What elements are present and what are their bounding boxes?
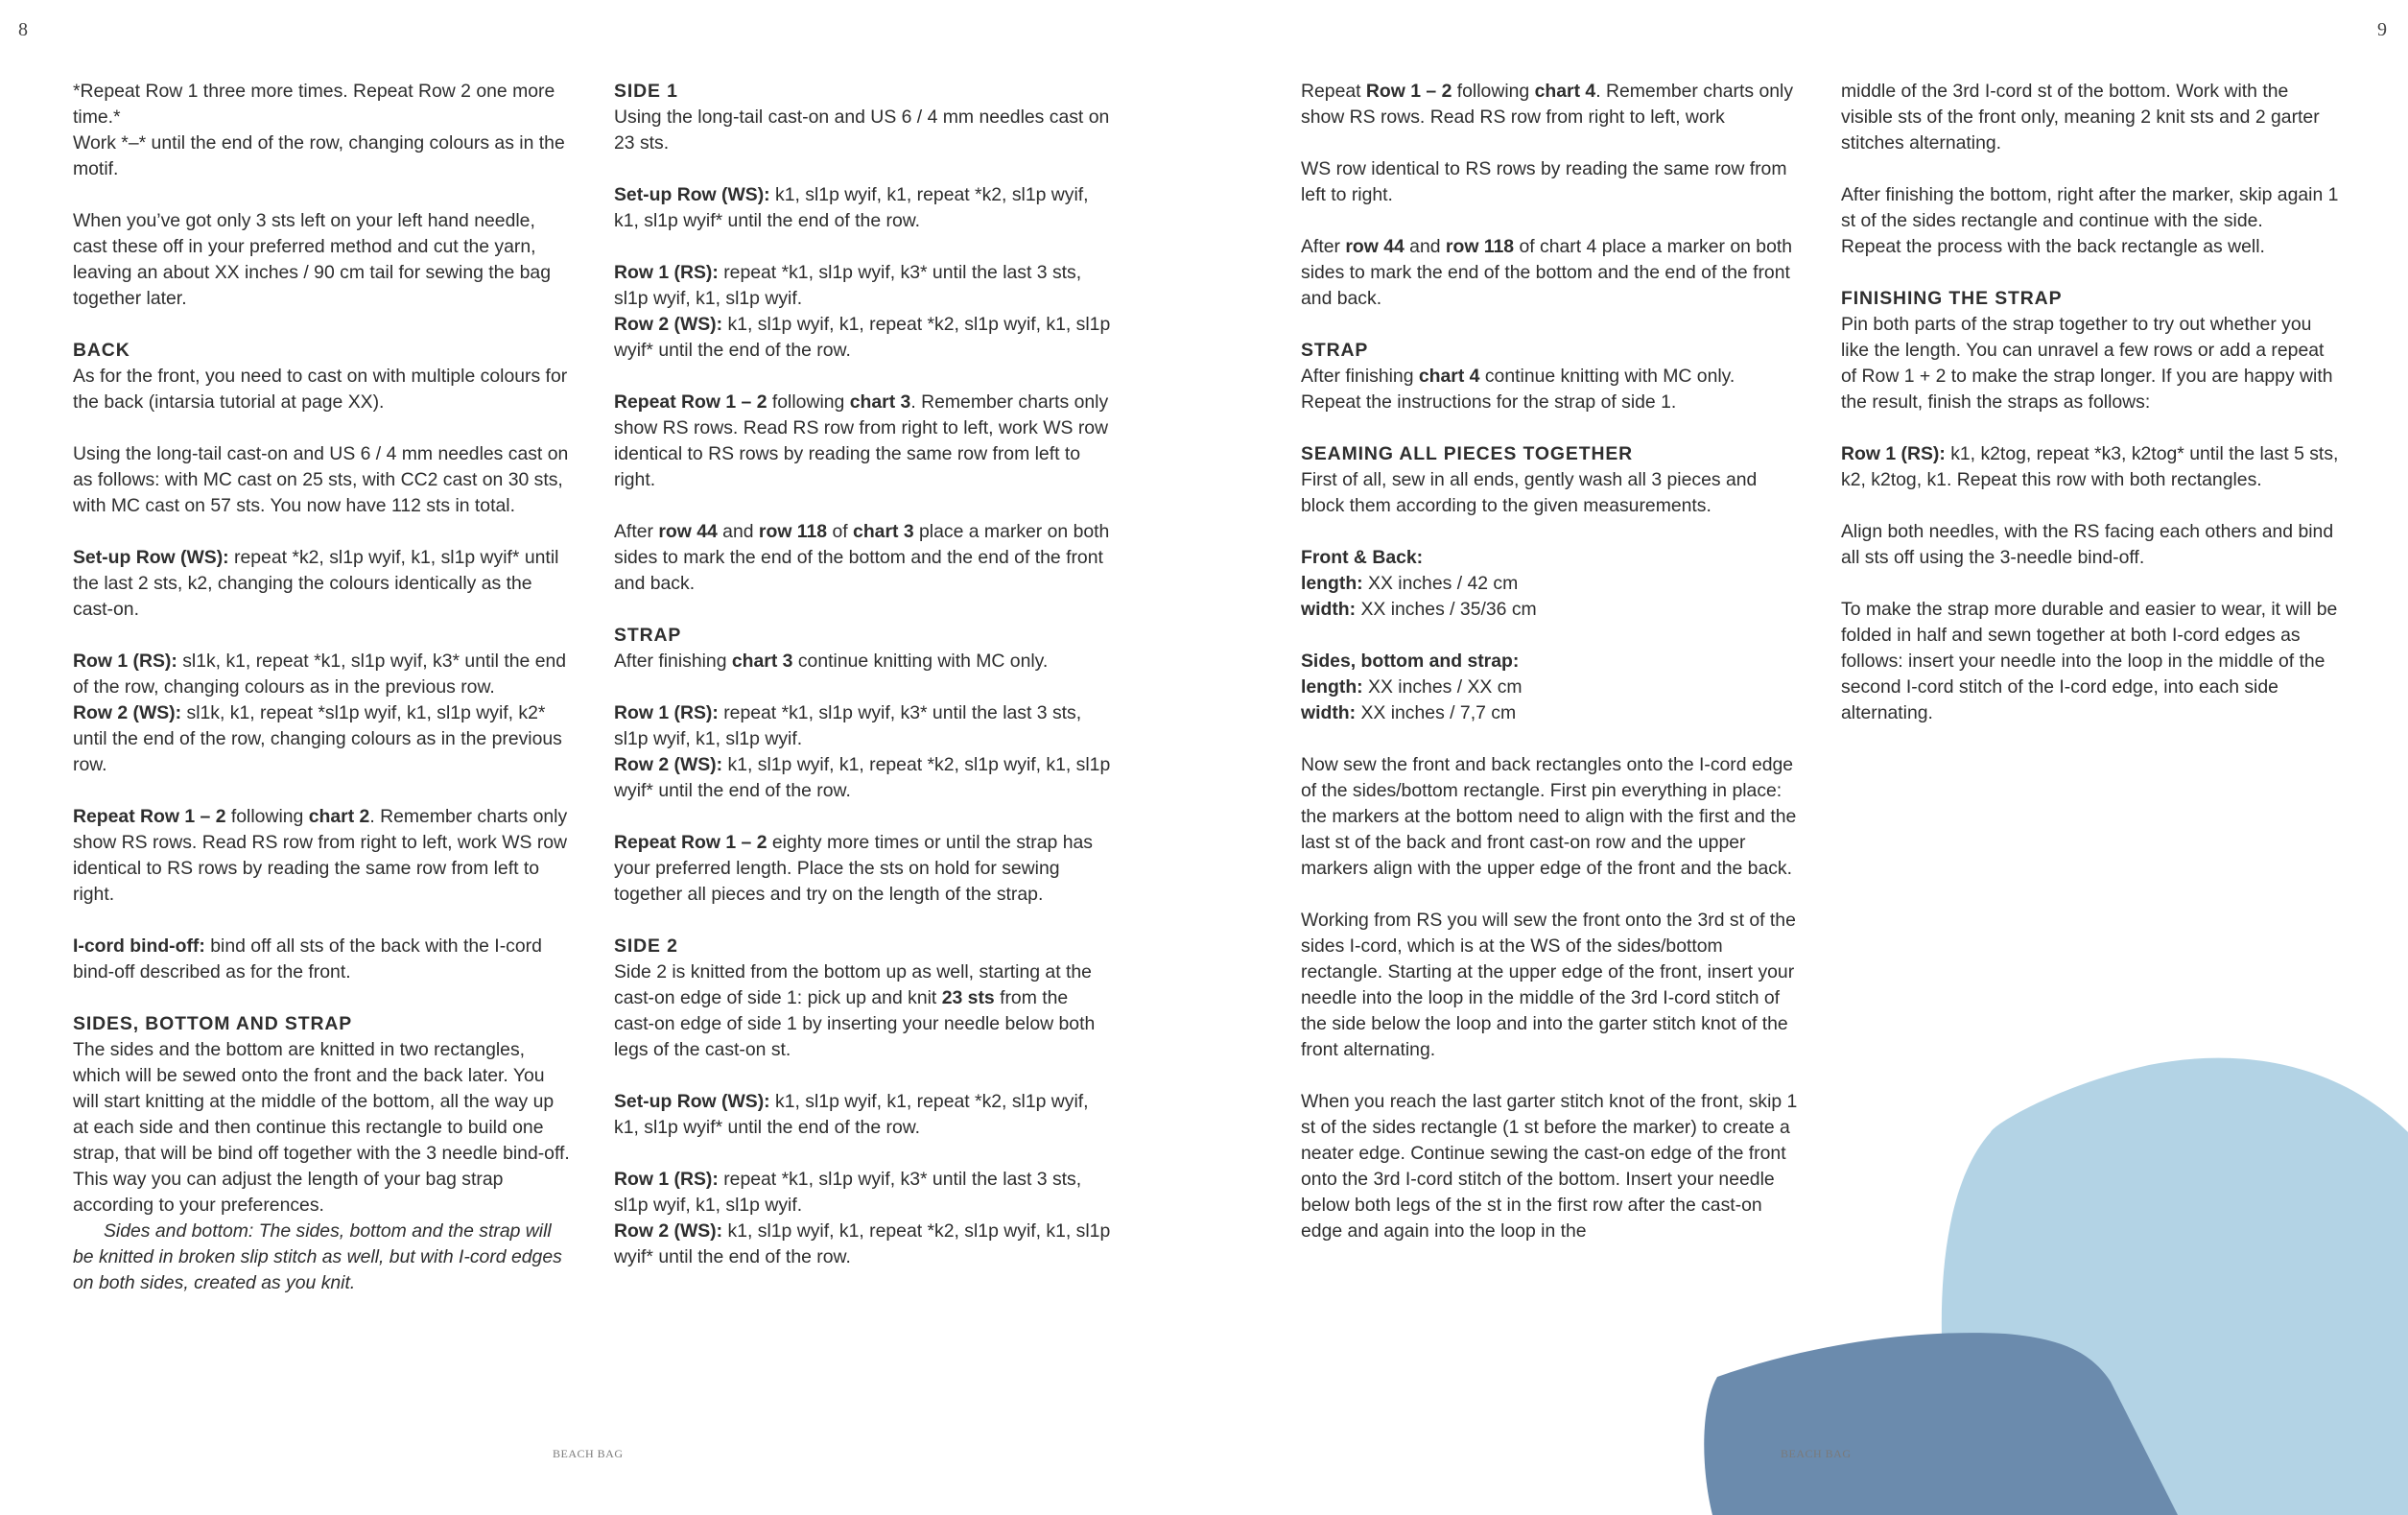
repeat-instruction: Repeat Row 1 – 2 following chart 2. Remember charts only show RS rows. Read RS row from right to left, work WS row identical to RS rows by reading the same row from left to right. <box>73 806 568 905</box>
paragraph: Pin both parts of the strap together to try out whether you like the length. You can unravel a few rows or add a repeat of Row 1 + 2 to make the strap longer. If you are happy with the result, finish the straps as follows: <box>1841 314 2333 413</box>
paragraph: First of all, sew in all ends, gently wash all 3 pieces and block them according to the given measurements. <box>1301 469 1758 516</box>
paragraph: Using the long-tail cast-on and US 6 / 4 mm needles cast on 23 sts. <box>614 107 1110 154</box>
row-2-instruction: Row 2 (WS): sl1k, k1, repeat *sl1p wyif, k1, sl1p wyif, k2* until the end of the row, changing colours as in the previous row. <box>73 702 562 775</box>
note-sides-bottom: Sides and bottom: The sides, bottom and the strap will be knitted in broken slip stitch as well, but with I-cord edges on both sides, created as you knit. <box>73 1220 562 1293</box>
paragraph: After finishing chart 3 continue knitting with MC only. <box>614 651 1049 672</box>
row-1-instruction: Row 1 (RS): sl1k, k1, repeat *k1, sl1p wyif, k3* until the end of the row, changing colours as in the previous row. <box>73 651 567 698</box>
setup-row-instruction: Set-up Row (WS): repeat *k2, sl1p wyif, k1, sl1p wyif* until the last 2 sts, k2, changing the colours identically as the cast-on. <box>73 547 559 620</box>
marker-instruction: After row 44 and row 118 of chart 4 place a marker on both sides to mark the end of the bottom and the end of the front and back. <box>1301 236 1793 309</box>
setup-row-instruction: Set-up Row (WS): k1, sl1p wyif, k1, repeat *k2, sl1p wyif, k1, sl1p wyif* until the end of the row. <box>614 1091 1089 1138</box>
row-2-instruction: Row 2 (WS): k1, sl1p wyif, k1, repeat *k2, sl1p wyif, k1, sl1p wyif* until the end of the row. <box>614 314 1111 361</box>
paragraph: Work *–* until the end of the row, changing colours as in the motif. <box>73 132 565 179</box>
section-heading-back: BACK <box>73 340 130 361</box>
section-heading-side-1: SIDE 1 <box>614 81 678 102</box>
paragraph: To make the strap more durable and easier to wear, it will be folded in half and sewn together at both I-cord edges as follows: insert your needle into the loop in the middle of the second I-cord stitch of the I-cord edge, into each side alternating. <box>1841 599 2338 723</box>
paragraph: *Repeat Row 1 three more times. Repeat Row 2 one more time.* <box>73 81 555 128</box>
paragraph: Now sew the front and back rectangles onto the I-cord edge of the sides/bottom rectangle. First pin everything in place: the markers at the bottom need to align with the first and the last st of the back and front cast-on row and the upper markers align with the upper edge of the front and the back. <box>1301 754 1797 879</box>
measure-label-front-back: Front & Back: <box>1301 547 1424 568</box>
paragraph: Repeat the process with the back rectangle as well. <box>1841 236 2265 257</box>
paragraph: After finishing chart 4 continue knitting with MC only. Repeat the instructions for the strap of side 1. <box>1301 366 1735 413</box>
section-heading-finishing-strap: FINISHING THE STRAP <box>1841 288 2063 309</box>
section-heading-strap: STRAP <box>614 625 682 646</box>
column-2 <box>614 79 1113 1296</box>
repeat-instruction: Repeat Row 1 – 2 eighty more times or until the strap has your preferred length. Place the sts on hold for sewing together all pieces and try on the length of the strap. <box>614 832 1093 905</box>
paragraph: Using the long-tail cast-on and US 6 / 4 mm needles cast on as follows: with MC cast on 25 sts, with CC2 cast on 30 sts, with MC cast on 57 sts. You now have 112 sts in total. <box>73 443 569 516</box>
page-number-left: 8 <box>18 19 28 40</box>
icord-bindoff-instruction: I-cord bind-off: bind off all sts of the back with the I-cord bind-off described as for the front. <box>73 935 542 982</box>
marker-instruction: After row 44 and row 118 of chart 3 place a marker on both sides to mark the end of the bottom and the end of the front and back. <box>614 521 1110 594</box>
column-4 <box>1841 79 2340 752</box>
footer-right: BEACH BAG <box>1781 1447 1852 1460</box>
measure-label-sides: Sides, bottom and strap: <box>1301 651 1520 672</box>
measure-width: width: XX inches / 7,7 cm <box>1301 702 1517 723</box>
section-heading-seaming: SEAMING ALL PIECES TOGETHER <box>1301 443 1634 464</box>
footer-left: BEACH BAG <box>553 1447 624 1460</box>
repeat-instruction: Repeat Row 1 – 2 following chart 3. Remember charts only show RS rows. Read RS row from right to left, work WS row identical to RS rows by reading the same row from left to right. <box>614 391 1109 490</box>
row-1-instruction: Row 1 (RS): k1, k2tog, repeat *k3, k2tog* until the last 5 sts, k2, k2tog, k1. Repeat this row with both rectangles. <box>1841 443 2339 490</box>
row-2-instruction: Row 2 (WS): k1, sl1p wyif, k1, repeat *k2, sl1p wyif, k1, sl1p wyif* until the end of the row. <box>614 1220 1111 1267</box>
paragraph: After finishing the bottom, right after the marker, skip again 1 st of the sides rectangle and continue with the side. <box>1841 184 2339 231</box>
measure-length: length: XX inches / 42 cm <box>1301 573 1519 594</box>
page-number-right: 9 <box>2377 19 2387 40</box>
measure-width: width: XX inches / 35/36 cm <box>1301 599 1537 620</box>
paragraph: As for the front, you need to cast on with multiple colours for the back (intarsia tutorial at page XX). <box>73 366 568 413</box>
row-2-instruction: Row 2 (WS): k1, sl1p wyif, k1, repeat *k2, sl1p wyif, k1, sl1p wyif* until the end of the row. <box>614 754 1111 801</box>
section-heading-side-2: SIDE 2 <box>614 935 678 957</box>
paragraph: When you reach the last garter stitch knot of the front, skip 1 st of the sides rectangle (1 st before the marker) to create a neater edge. Continue sewing the cast-on edge of the front onto the 3rd I-cord stitch of the bottom. Insert your needle below both legs of the st in the first row after the cast-on edge and again into the loop in the <box>1301 1091 1798 1242</box>
paragraph: Align both needles, with the RS facing each others and bind all sts off using the 3-needle bind-off. <box>1841 521 2334 568</box>
paragraph: WS row identical to RS rows by reading the same row from left to right. <box>1301 158 1787 205</box>
paragraph: middle of the 3rd I-cord st of the bottom. Work with the visible sts of the front only, meaning 2 knit sts and 2 garter stitches alternating. <box>1841 81 2320 154</box>
row-1-instruction: Row 1 (RS): repeat *k1, sl1p wyif, k3* until the last 3 sts, sl1p wyif, k1, sl1p wyif. <box>614 262 1082 309</box>
paragraph: When you’ve got only 3 sts left on your left hand needle, cast these off in your preferred method and cut the yarn, leaving an about XX inches / 90 cm tail for sewing the bag together later. <box>73 210 551 309</box>
paragraph: Working from RS you will sew the front onto the 3rd st of the sides I-cord, which is at the WS of the sides/bottom rectangle. Starting at the upper edge of the front, insert your needle into the loop in the middle of the 3rd I-cord stitch of the side below the loop and into the garter stitch knot of the front alternating. <box>1301 910 1796 1060</box>
section-heading-strap: STRAP <box>1301 340 1369 361</box>
paragraph: Side 2 is knitted from the bottom up as well, starting at the cast-on edge of side 1: pick up and knit 23 sts from the cast-on edge of side 1 by inserting your needle below both legs of the cast-on st. <box>614 961 1096 1060</box>
repeat-instruction: Repeat Row 1 – 2 following chart 4. Remember charts only show RS rows. Read RS row from right to left, work <box>1301 81 1794 128</box>
row-1-instruction: Row 1 (RS): repeat *k1, sl1p wyif, k3* until the last 3 sts, sl1p wyif, k1, sl1p wyif. <box>614 702 1082 749</box>
row-1-instruction: Row 1 (RS): repeat *k1, sl1p wyif, k3* until the last 3 sts, sl1p wyif, k1, sl1p wyif. <box>614 1169 1082 1216</box>
paragraph: The sides and the bottom are knitted in two rectangles, which will be sewed onto the front and the back later. You will start knitting at the middle of the bottom, all the way up at each side and then continue this rectangle to build one strap, that will be bind off together with the 3 needle bind-off. This way you can adjust the length of your bag strap according to your preferences. <box>73 1039 570 1216</box>
measure-length: length: XX inches / XX cm <box>1301 676 1523 698</box>
column-1 <box>73 79 572 1322</box>
setup-row-instruction: Set-up Row (WS): k1, sl1p wyif, k1, repeat *k2, sl1p wyif, k1, sl1p wyif* until the end of the row. <box>614 184 1089 231</box>
column-3 <box>1301 79 1800 1270</box>
section-heading-sides: SIDES, BOTTOM AND STRAP <box>73 1013 353 1034</box>
